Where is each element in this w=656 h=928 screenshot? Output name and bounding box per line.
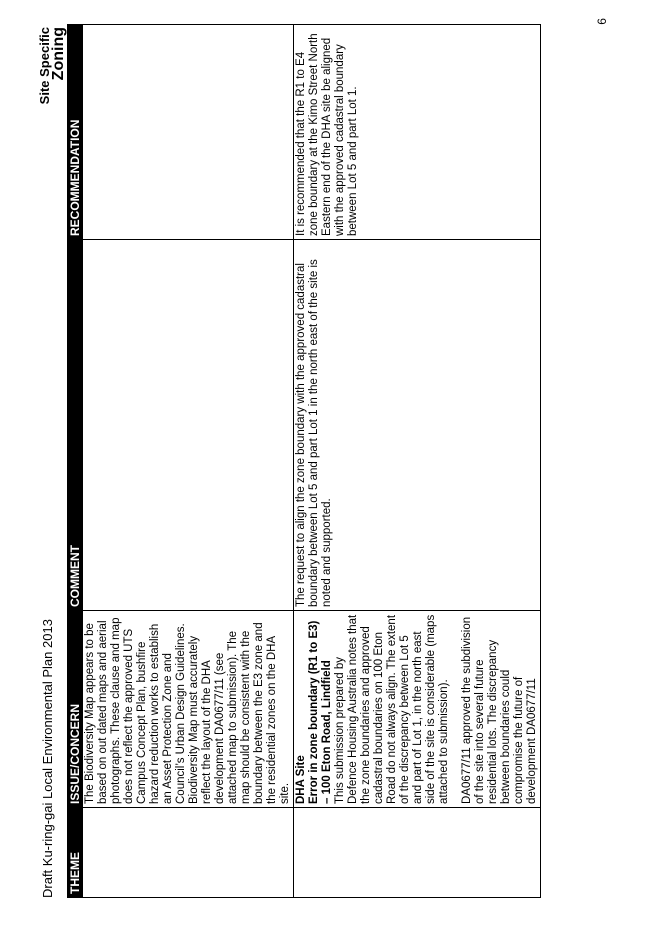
section-title: Site Specific bbox=[37, 27, 52, 105]
theme-cell bbox=[83, 808, 294, 898]
issue-cell bbox=[83, 611, 294, 808]
table-header-row bbox=[68, 25, 83, 898]
theme-cell bbox=[294, 808, 541, 898]
issue-heading: Error in zone boundary (R1 to E3) – 100 Eton Road, Lindfield bbox=[308, 620, 333, 804]
recommendation-cell bbox=[83, 25, 294, 240]
column-header-recommendation: RECOMMENDATION bbox=[68, 25, 83, 240]
column-header-comment: COMMENT bbox=[68, 240, 83, 611]
subsection-title: Zoning bbox=[50, 27, 67, 81]
page-number: 6 bbox=[595, 18, 609, 25]
recommendation-cell bbox=[294, 25, 541, 240]
issue-paragraph: DA0677/11 approved the subdivision of the site into several future residential lots. The discrepancy between boundaries could compromise the future of development DA0677/11 bbox=[461, 616, 538, 804]
recommendation-text: It is recommended that the R1 to E4 zone boundary at the Kimo Street North Eastern end of the DHA site be aligned with the approved cadastral boundary between Lot 5 and part Lot 1. bbox=[295, 33, 359, 236]
issue-cell bbox=[294, 611, 541, 808]
comment-cell bbox=[294, 240, 541, 611]
comment-text: The request to align the zone boundary with the approved cadastral boundary between Lot 5 and part Lot 1 in the north east of the site is noted and supported. bbox=[295, 259, 333, 607]
table-row bbox=[294, 25, 541, 898]
column-header-theme: THEME bbox=[68, 808, 83, 898]
issue-text: The Biodiversity Map appears to be based on out dated maps and aerial photographs. These clause and map does not reflect the approved UTS Campus Concept Plan, bushfire hazard reduction works to establish an Asset Protection Zone and Council’s Urban Design Guidelines. Biodiversity Map must accurately reflect the layout of the DHA development DA0677/11 (see attached map to submission). The map should be consistent with the boundary between the E3 zone and the residential zones on the DHA site. bbox=[84, 617, 291, 804]
comment-cell bbox=[83, 240, 294, 611]
issue-paragraph: This submission prepared by Defence Housing Australia notes that the zone boundaries and approved cadastral boundaries on 100 Eton Road do not always align. The extent of the discrepancy between Lot 5 and part of Lot 1, in the north east side of the site is considerable (maps attached to submission). bbox=[334, 614, 450, 804]
site-label: DHA Site bbox=[295, 755, 307, 804]
table-row bbox=[83, 25, 294, 898]
column-header-issue: ISSUE/CONCERN bbox=[68, 611, 83, 808]
document-title: Draft Ku-ring-gai Local Environmental Plan 2013 bbox=[40, 619, 55, 898]
submissions-table bbox=[67, 24, 541, 898]
